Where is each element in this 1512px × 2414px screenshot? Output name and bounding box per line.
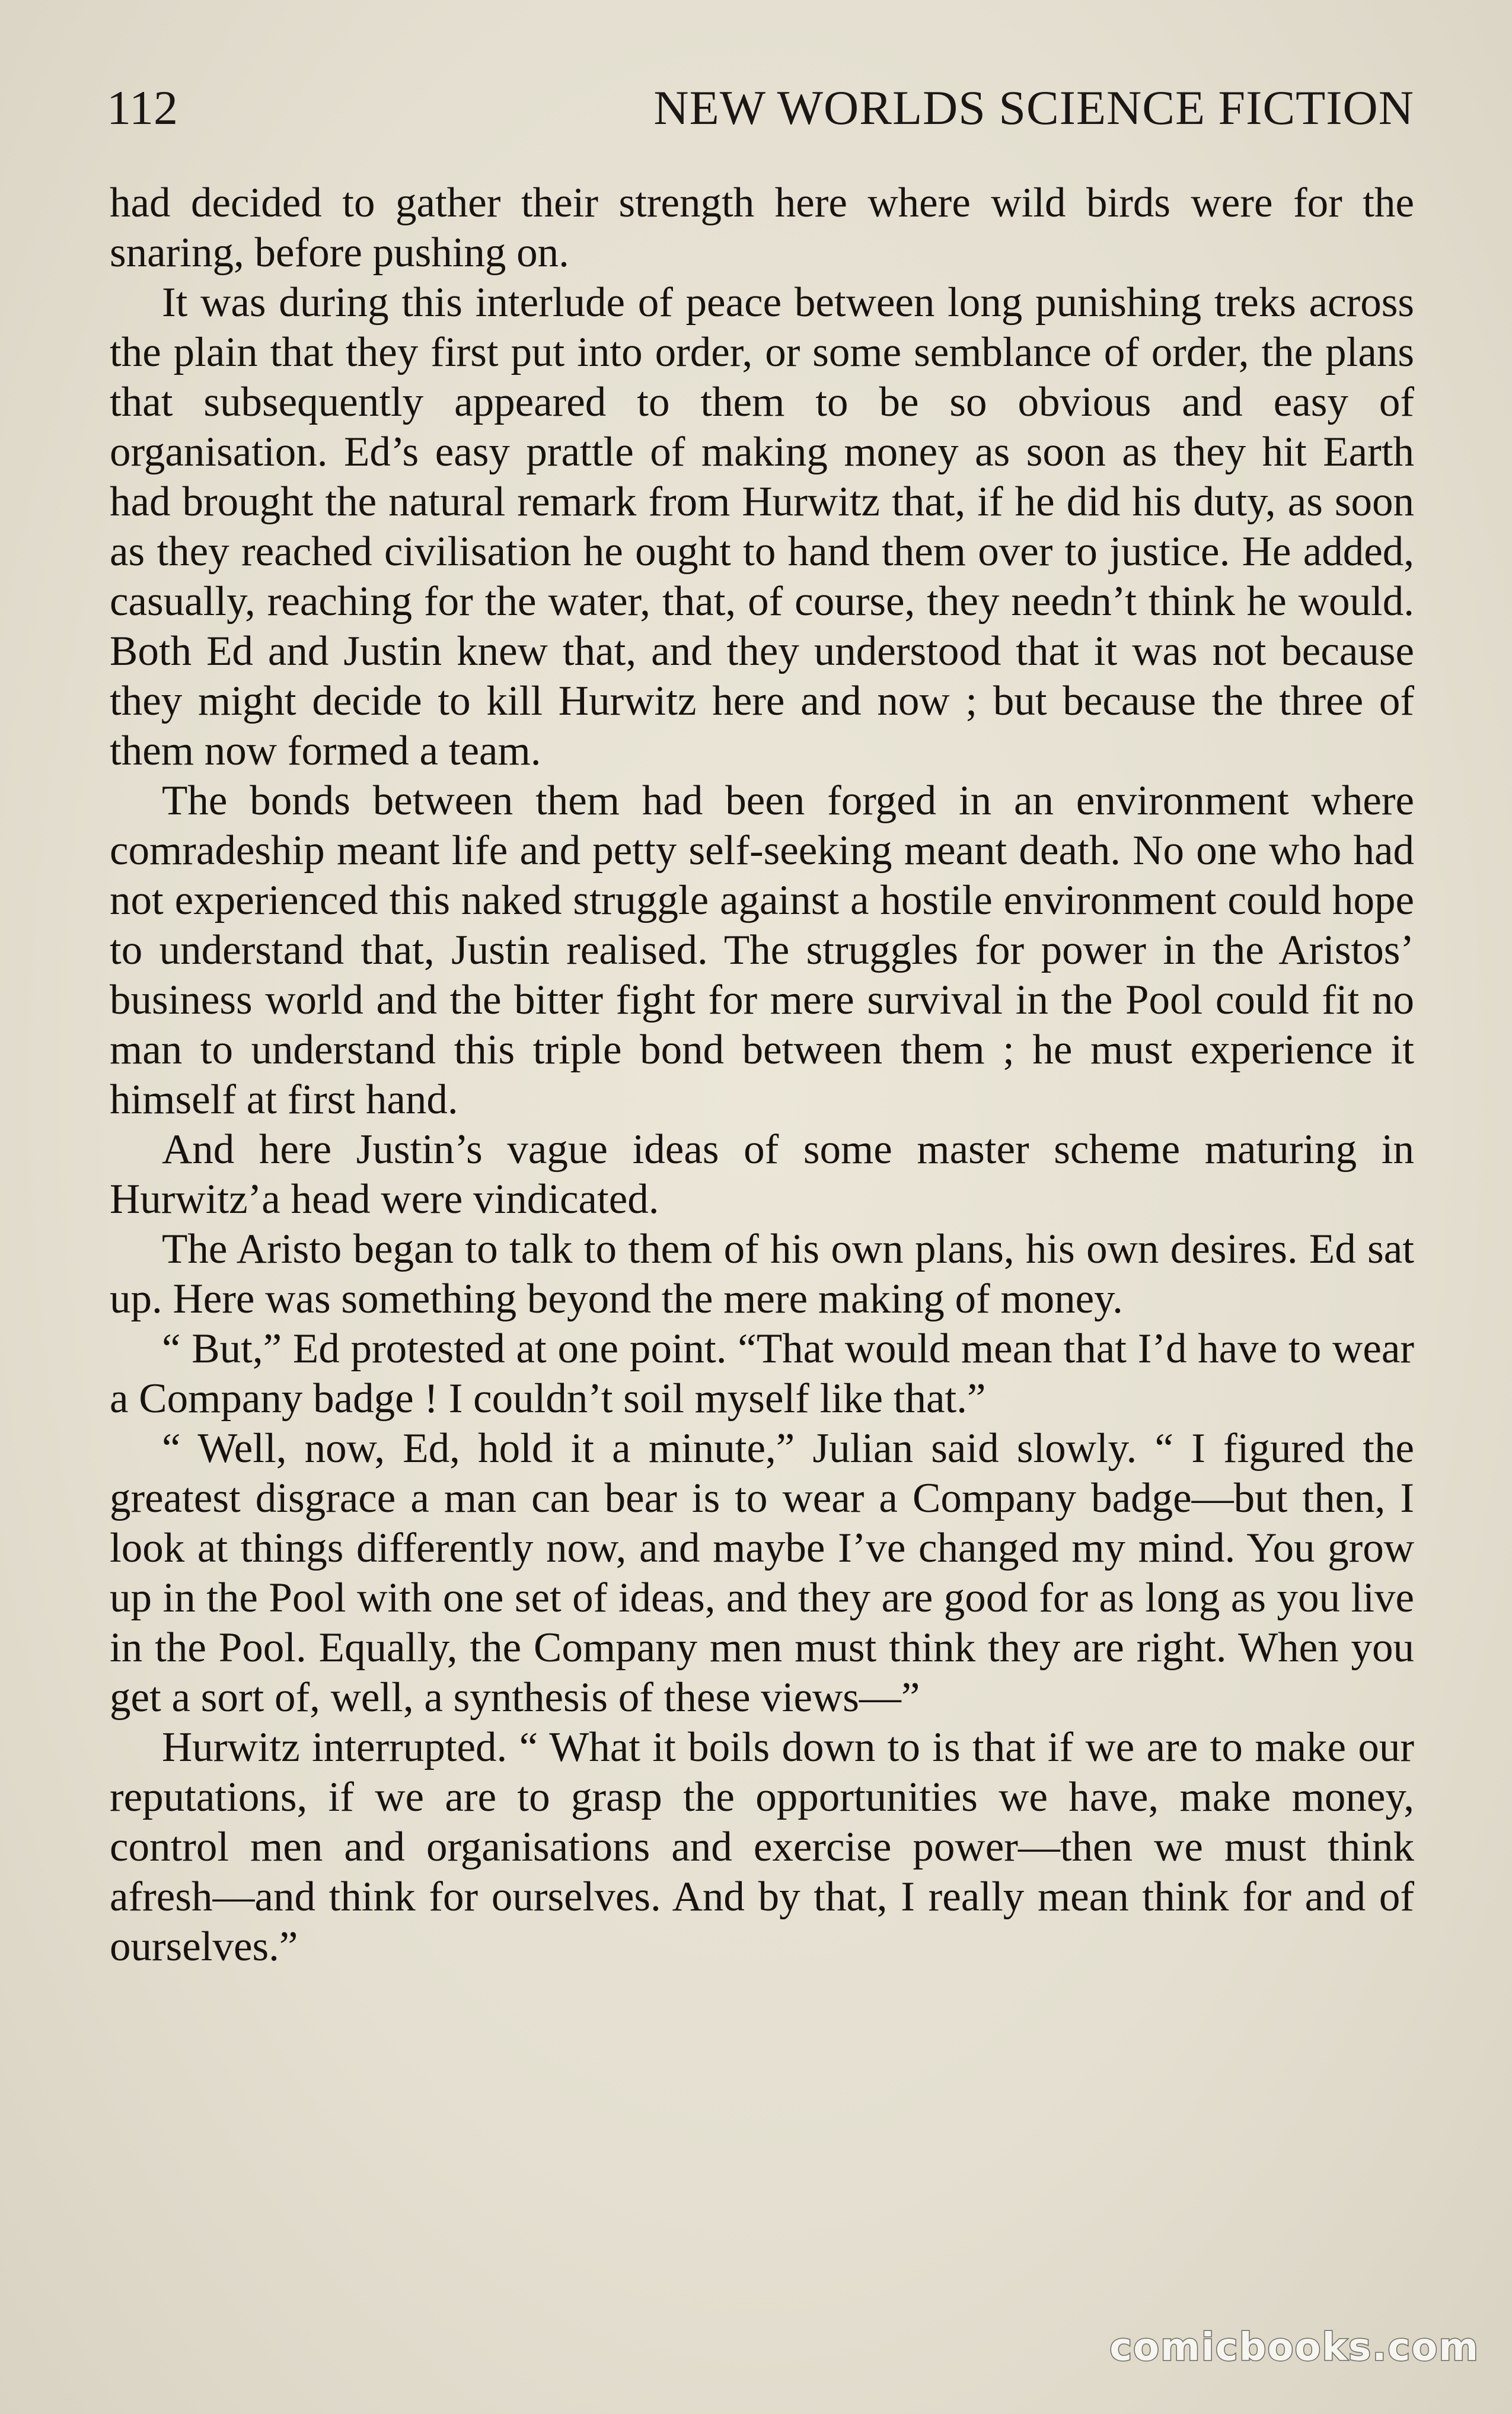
paragraph: It was during this interlude of peace between long punishing treks across the plain that they first put into order, or some semblance of order, the plans that subsequently appeared to them to be so obvious and easy of organisation. Ed’s easy prattle of making money as soon as they hit Earth had brought the natural remark from Hurwitz that, if he did his duty, as soon as they reached civilisation he ought to hand them over to justice. He added, casually, reaching for the water, that, of course, they needn’t think he would. Both Ed and Justin knew that, and they understood that it was not because they might decide to kill Hurwitz here and now ; but because the three of them now formed a team. — [110, 279, 1414, 774]
page-header — [107, 80, 1414, 145]
body-text — [110, 178, 1414, 1972]
paragraph-continued: had decided to gather their strength here where wild birds were for the snaring, before pushing on. — [110, 180, 1414, 276]
running-head: NEW WORLDS SCIENCE FICTION — [653, 81, 1414, 135]
paragraph: And here Justin’s vague ideas of some master scheme maturing in Hurwitz’a head were vindicated. — [110, 1126, 1414, 1222]
paragraph: The bonds between them had been forged in an environment where comradeship meant life and petty self-seeking meant death. No one who had not experienced this naked struggle against a hostile environment could hope to understand that, Justin realised. The struggles for power in the Aristos’ business world and the bitter fight for mere survival in the Pool could fit no man to understand this triple bond between them ; he must experience it himself at first hand. — [110, 778, 1414, 1123]
paragraph: “ But,” Ed protested at one point. “That would mean that I’d have to wear a Company badge ! I couldn’t soil myself like that.” — [110, 1326, 1414, 1422]
paragraph: The Aristo began to talk to them of his own plans, his own desires. Ed sat up. Here was something beyond the mere making of money. — [110, 1226, 1414, 1322]
watermark: comicbooks.com — [1109, 2326, 1479, 2370]
paragraph: “ Well, now, Ed, hold it a minute,” Julian said slowly. “ I figured the greatest disgrace a man can bear is to wear a Company badge—but then, I look at things differently now, and maybe I’ve changed my mind. You grow up in the Pool with one set of ideas, and they are good for as long as you live in the Pool. Equally, the Company men must think they are right. When you get a sort of, well, a synthesis of these views—” — [110, 1425, 1414, 1721]
paragraph: Hurwitz interrupted. “ What it boils down to is that if we are to make our reputations, if we are to grasp the opportunities we have, make money, control men and organisations and exercise power—then we must think afresh—and think for ourselves. And by that, I really mean think for and of ourselves.” — [110, 1724, 1414, 1970]
page-number: 112 — [107, 81, 178, 135]
